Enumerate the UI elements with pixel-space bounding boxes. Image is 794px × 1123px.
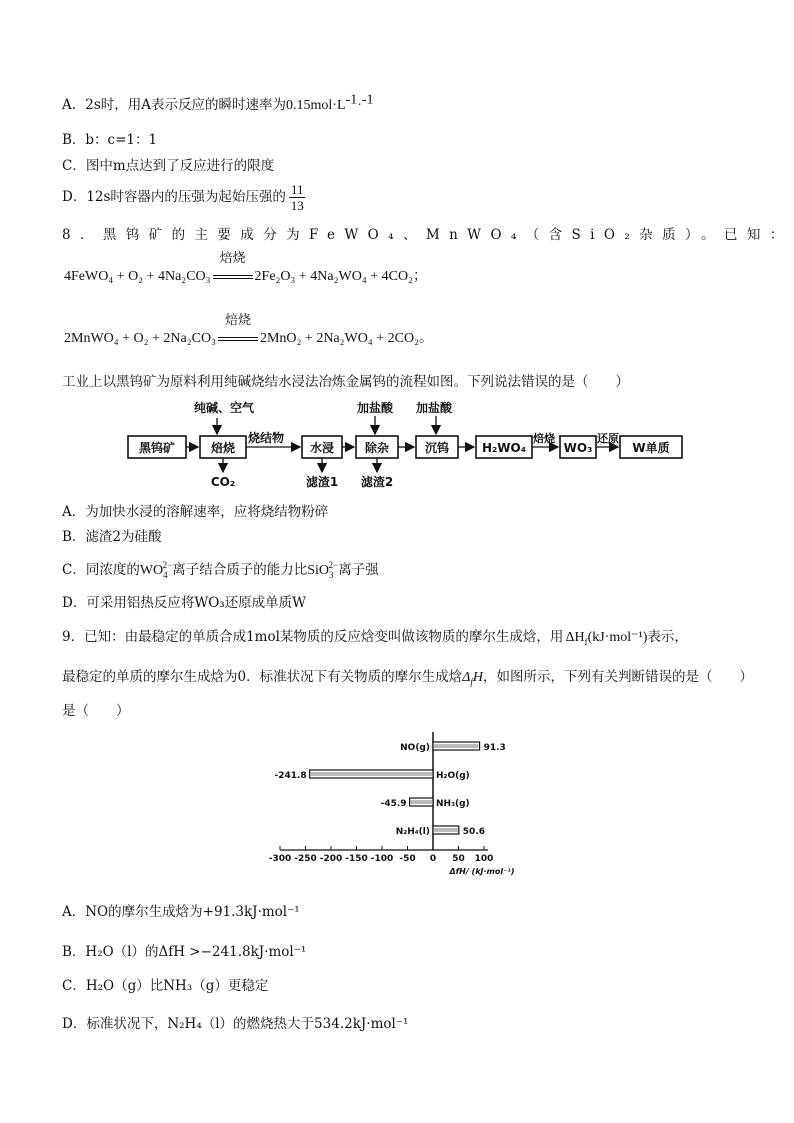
flow-box-purify: 除杂	[364, 441, 390, 455]
q8-equation-2	[64, 313, 433, 348]
eq2-left: 2MnWO₄ + O₂ + 2Na₂CO₃	[64, 331, 216, 346]
x-tick-label: -50	[399, 854, 416, 864]
flow-box-w: W单质	[632, 441, 670, 455]
q9-option-a: A．NO的摩尔生成焓为+91.3kJ·mol⁻¹	[62, 904, 300, 920]
flow-box-wo3: WO₃	[563, 441, 593, 455]
q8-option-a: A．为加快水浸的溶解速率，应将烧结物粉碎	[62, 504, 329, 520]
eq2-condition-text: 焙烧	[224, 313, 251, 328]
flow-box-h2wo4: H₂WO₄	[482, 441, 526, 455]
x-tick-label: -100	[370, 854, 394, 864]
q9-line-1: 9．已知：由最稳定的单质合成1mol某物质的反应焓变叫做该物质的摩尔生成焓，用 $\Delta H_f(kJ\cdot mol^{-1})$表示，	[62, 629, 688, 647]
q9-line-3: 是（ ）	[62, 703, 130, 719]
category-label: N₂H₄(l)	[395, 827, 430, 837]
q8-option-b: B．滤渣2为硅酸	[62, 529, 162, 545]
x-tick-label: 50	[452, 854, 465, 864]
category-label: NO(g)	[400, 743, 430, 753]
bar-shade	[434, 828, 458, 832]
fraction	[289, 182, 306, 213]
q9-option-d: D．标准状况下，N₂H₄（l）的燃烧热大于534.2kJ·mol⁻¹	[62, 1016, 409, 1032]
q7-option-a-value: 0.15mol	[286, 98, 333, 113]
q7-option-a: A．2s时，用A表示反应的瞬时速率为$0.15mol\cdot L^{-1}\cdot^{-1}$	[62, 92, 374, 113]
data-label: -45.9	[380, 799, 407, 809]
q8-question: 工业上以黑钨矿为原料利用纯碱烧结水浸法冶炼金属钨的流程如图。下列说法错误的是（ ）	[62, 374, 629, 390]
x-tick-label: 0	[429, 854, 437, 864]
flow-arrow-label-reduce: 还原	[597, 432, 619, 445]
q9-unit: (kJ·mol⁻¹)	[587, 630, 648, 645]
q7-option-d	[62, 182, 305, 213]
eq1-condition-text: 焙烧	[219, 251, 246, 266]
eq2-right: 2MnO₂ + 2Na₂WO₄ + 2CO₂	[259, 331, 419, 346]
x-tick-label: -200	[319, 854, 343, 864]
bar-shade	[434, 744, 479, 748]
fraction-numerator: 11	[290, 182, 304, 197]
eq2-end: 。	[418, 331, 433, 346]
flow-arrow-label-sinter: 烧结物	[248, 431, 285, 445]
eq1-condition	[213, 251, 253, 286]
eq1-right: 2Fe₂O₃ + 4Na₂WO₄ + 4CO₂	[254, 269, 413, 284]
eq1-left: 4FeWO₄ + O₂ + 4Na₂CO₃	[64, 269, 211, 284]
flow-above-2: 加盐酸	[357, 401, 394, 415]
data-label: 50.6	[462, 827, 486, 837]
flow-above-3: 加盐酸	[416, 401, 453, 415]
enthalpy-bar-chart	[262, 728, 542, 880]
q7-option-d-text: D．12s时容器内的压强为起始压强的	[62, 189, 286, 205]
bar-shade	[311, 772, 432, 776]
q8-stem: 8．黑钨矿的主要成分为FeWO₄、MnWO₄（含SiO₂杂质）。已知：	[62, 227, 793, 243]
x-axis-label: ΔfH/ (kJ·mol⁻¹)	[449, 867, 515, 876]
q9-option-c: C．H₂O（g）比NH₃（g）更稳定	[62, 978, 269, 994]
q9-line-1-text: 9．已知：由最稳定的单质合成1mol某物质的反应焓变叫做该物质的摩尔生成焓，用	[62, 629, 564, 645]
eq1-end: ；	[412, 269, 427, 284]
q7-option-c: C．图中m点达到了反应进行的限度	[62, 158, 275, 174]
q8-option-d: D．可采用铝热反应将WO₃还原成单质W	[62, 595, 307, 611]
eq2-condition	[218, 313, 258, 348]
q8-option-c-mid: 离子结合质子的能力比	[172, 562, 308, 578]
x-tick-label: -250	[294, 854, 317, 864]
data-label: -241.8	[274, 771, 307, 781]
flowchart	[120, 398, 700, 494]
flow-below-residue2: 滤渣2	[360, 475, 394, 489]
q7-option-a-unit: L	[336, 98, 346, 113]
q8-option-c-pre: C．同浓度的	[62, 562, 140, 578]
category-label: H₂O(g)	[436, 771, 470, 781]
x-tick-label: 100	[474, 854, 494, 864]
x-tick-label: -150	[345, 854, 368, 864]
q9-option-b: B．H₂O（l）的ΔfH >−241.8kJ·mol⁻¹	[62, 944, 307, 960]
flow-above-1: 纯碱、空气	[194, 401, 255, 415]
q9-line-2: 最稳定的单质的摩尔生成焓为0．标准状况下有关物质的摩尔生成焓$\Delta_fH$，如图所示，下列有关判断错误的是（ ）	[62, 669, 753, 687]
data-label: 91.3	[483, 743, 506, 753]
q9-line-2-text: 最稳定的单质的摩尔生成焓为0．标准状况下有关物质的摩尔生成焓	[62, 669, 463, 685]
q8-option-c: C．同浓度的$WO_4^{2-}$离子结合质子的能力比SiO$_3^{2-}$离子强	[62, 560, 379, 580]
x-tick-label: -300	[268, 854, 292, 864]
q9-line-1-end: 表示，	[647, 629, 688, 645]
flow-box-roast: 焙烧	[210, 441, 236, 455]
q7-option-a-text: A．2s时，用A表示反应的瞬时速率为	[62, 97, 287, 113]
q8-option-c-post: 离子强	[338, 562, 379, 578]
flow-box-ore: 黑钨矿	[138, 441, 176, 455]
bar-shade	[411, 800, 432, 804]
q8-equation-1	[64, 251, 427, 286]
flow-box-precip: 沉钨	[424, 441, 450, 455]
flow-below-co2: CO₂	[210, 475, 236, 489]
category-label: NH₃(g)	[436, 799, 470, 809]
flow-box-leach: 水浸	[309, 441, 335, 455]
flow-arrow-label-roast: 焙烧	[533, 432, 555, 445]
fraction-denominator: 13	[290, 198, 304, 213]
q9-line-2-end: ，如图所示，下列有关判断错误的是（ ）	[482, 669, 753, 685]
flow-below-residue1: 滤渣1	[305, 475, 339, 489]
q7-option-b: B．b：c=1：1	[62, 132, 158, 148]
